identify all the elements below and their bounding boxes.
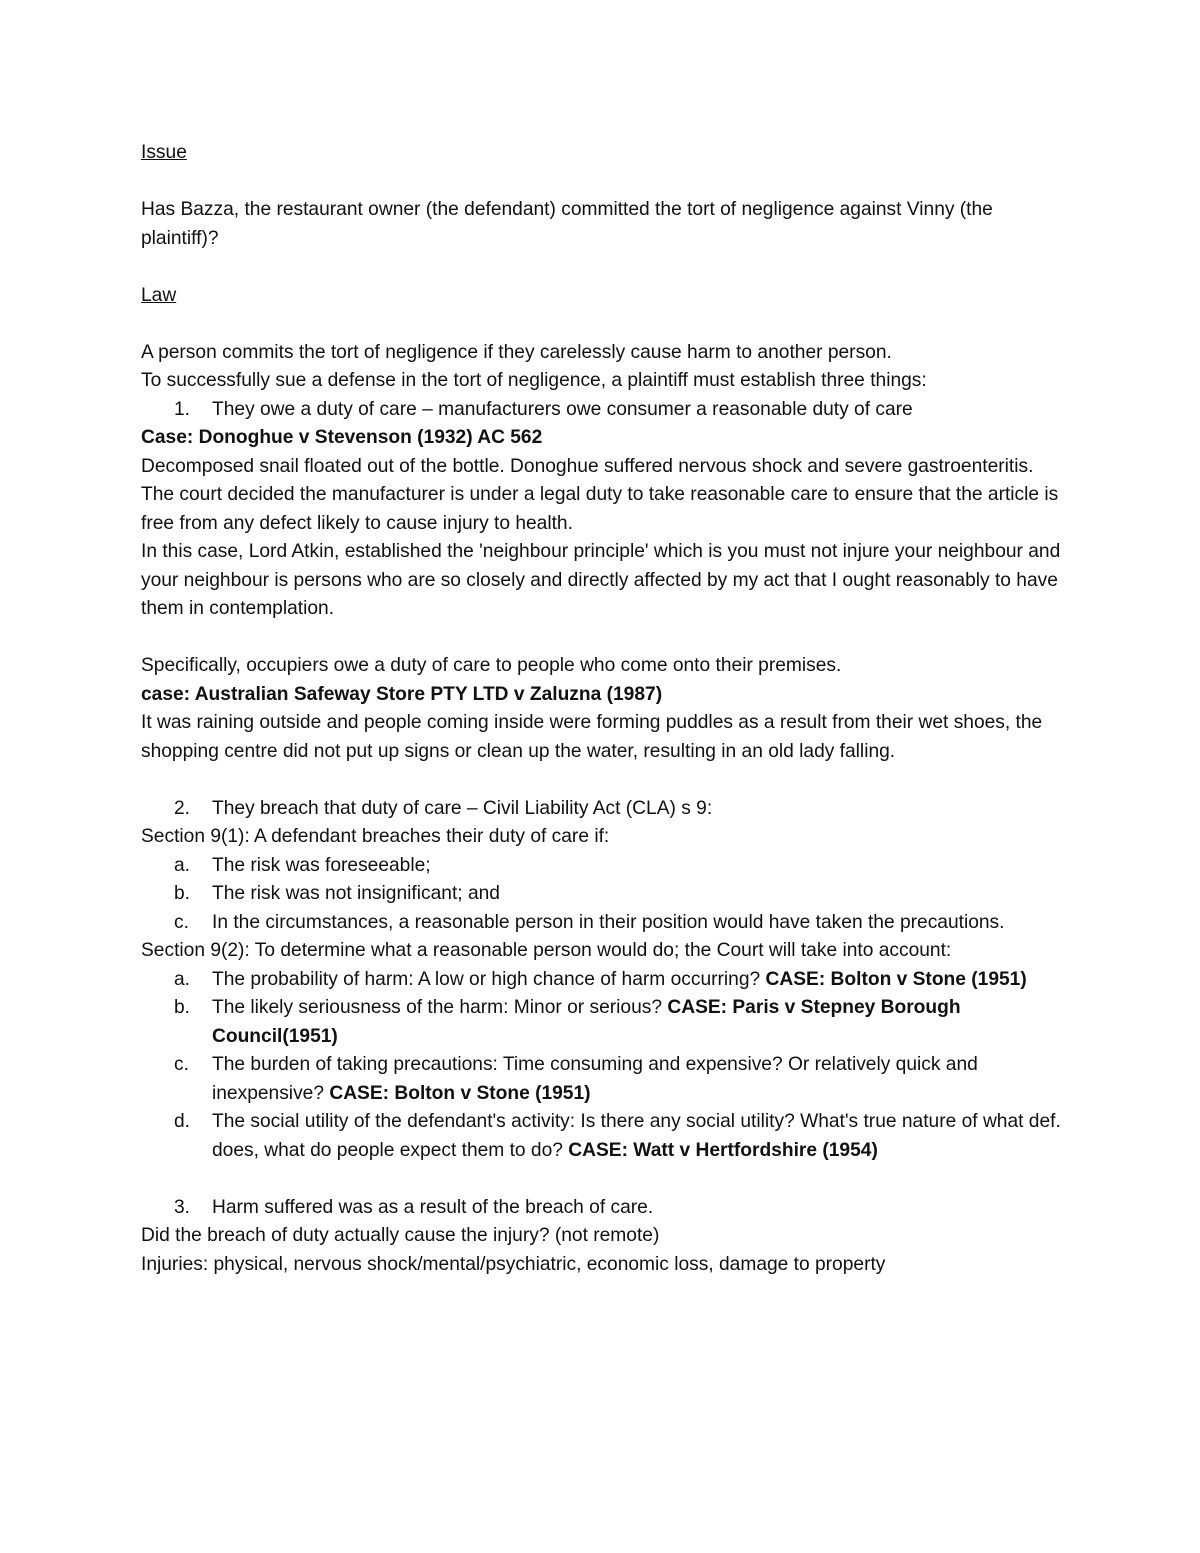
list-marker: a. (174, 968, 191, 990)
list-marker: b. (174, 997, 191, 1018)
section-9-1-item-b (141, 880, 1071, 909)
case-citation: CASE: Watt v Hertfordshire (1954) (568, 1139, 878, 1161)
spacer (141, 310, 1071, 339)
numbered-item-2 (141, 795, 1071, 824)
list-marker: 1. (174, 398, 191, 420)
list-marker: d. (174, 1111, 191, 1132)
section-9-1-intro: Section 9(1): A defendant breaches their duty of care if: (141, 826, 610, 847)
section-9-2-item-b (141, 994, 1071, 1051)
document-body (141, 139, 1071, 1279)
section-9-2-item-c (141, 1051, 1071, 1108)
list-item-text: The burden of taking precautions: Time consuming and expensive? Or relatively quick and inexpensive? (212, 1054, 978, 1104)
list-item-text: Harm suffered was as a result of the breach of care. (212, 1196, 654, 1218)
case-description-donoghue: Decomposed snail floated out of the bottle. Donoghue suffered nervous shock and severe gastroenteritis. The court decided the manufacturer is under a legal duty to take reasonable care to ensure that the article is free from any defect likely to cause injury to health. (141, 455, 1059, 534)
spacer (141, 253, 1071, 282)
list-marker: a. (174, 854, 191, 876)
list-item-text: They breach that duty of care – Civil Liability Act (CLA) s 9: (212, 797, 713, 819)
section-9-2-item-d (141, 1108, 1071, 1165)
list-marker: 2. (174, 797, 191, 819)
list-marker: b. (174, 883, 191, 904)
spacer (141, 624, 1071, 653)
section-9-2-intro: Section 9(2): To determine what a reasonable person would do; the Court will take into account: (141, 940, 952, 961)
neighbour-principle-text: In this case, Lord Atkin, established the 'neighbour principle' which is you must not injure your neighbour and your neighbour is persons who are so closely and directly affected by my act that I ought reasonably to have them in contemplation. (141, 541, 1061, 619)
numbered-item-1 (141, 396, 1071, 425)
spacer (141, 766, 1071, 795)
section-9-2-item-a (141, 966, 1071, 995)
case-description-safeway: It was raining outside and people coming inside were forming puddles as a result from their wet shoes, the shopping centre did not put up signs or clean up the water, resulting in an old lady falling. (141, 712, 1043, 762)
list-marker: c. (174, 1054, 189, 1075)
list-item-text: The social utility of the defendant's activity: Is there any social utility? What's true nature of what def. does, what do people expect them to do? (212, 1111, 1061, 1161)
causation-text: Did the breach of duty actually cause the injury? (not remote) (141, 1225, 660, 1246)
case-citation: CASE: Paris v Stepney Borough Council(1951) (212, 997, 961, 1047)
injuries-text: Injuries: physical, nervous shock/mental/psychiatric, economic loss, damage to property (141, 1253, 886, 1275)
list-item-text: In the circumstances, a reasonable person in their position would have taken the precautions. (212, 911, 1005, 933)
issue-text: Has Bazza, the restaurant owner (the defendant) committed the tort of negligence against Vinny (the plaintiff)? (141, 199, 993, 249)
case-title-donoghue: Case: Donoghue v Stevenson (1932) AC 562 (141, 427, 543, 448)
case-title-safeway: case: Australian Safeway Store PTY LTD v Zaluzna (1987) (141, 683, 663, 705)
law-heading: Law (141, 284, 177, 306)
spacer (141, 1165, 1071, 1194)
section-9-1-item-c (141, 909, 1071, 938)
occupiers-text: Specifically, occupiers owe a duty of care to people who come onto their premises. (141, 655, 842, 676)
law-intro-2: To successfully sue a defense in the tort of negligence, a plaintiff must establish three things: (141, 370, 927, 391)
case-citation: CASE: Bolton v Stone (1951) (765, 968, 1027, 990)
list-item-text: The probability of harm: A low or high chance of harm occurring? (212, 968, 766, 990)
law-intro-1: A person commits the tort of negligence if they carelessly cause harm to another person. (141, 341, 892, 363)
numbered-item-3 (141, 1194, 1071, 1223)
list-item-text: The risk was not insignificant; and (212, 883, 500, 904)
list-item-text: They owe a duty of care – manufacturers owe consumer a reasonable duty of care (212, 398, 913, 420)
list-item-text: The likely seriousness of the harm: Minor or serious? (212, 997, 668, 1018)
list-marker: c. (174, 911, 189, 933)
case-citation: CASE: Bolton v Stone (1951) (329, 1082, 591, 1104)
list-item-text: The risk was foreseeable; (212, 854, 431, 876)
spacer (141, 168, 1071, 197)
list-marker: 3. (174, 1196, 191, 1218)
section-9-1-item-a (141, 852, 1071, 881)
issue-heading: Issue (141, 142, 187, 163)
